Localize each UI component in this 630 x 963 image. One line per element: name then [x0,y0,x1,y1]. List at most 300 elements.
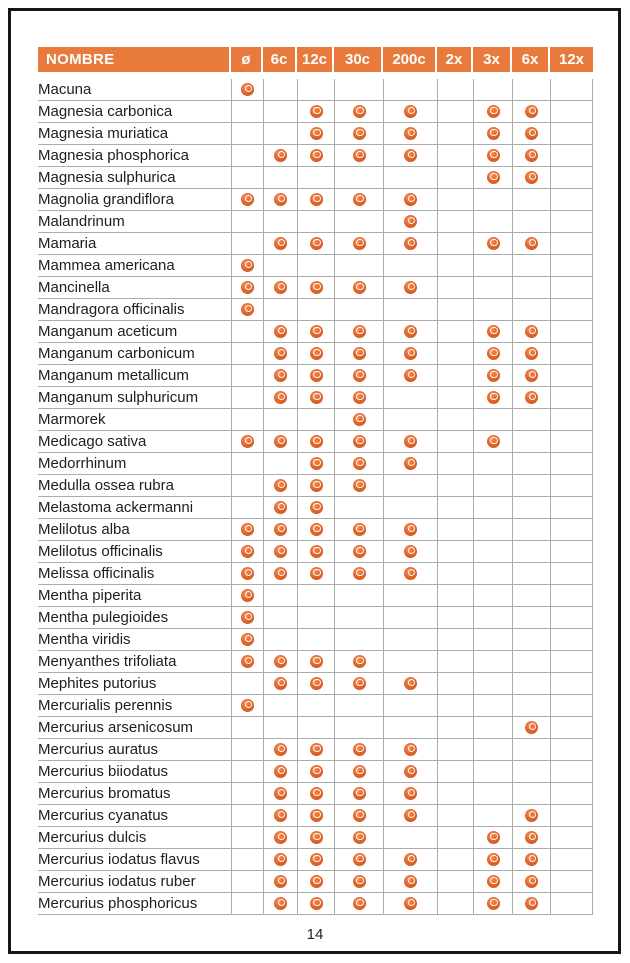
potency-cell-12x [550,101,593,122]
potency-cell-12c [297,167,334,188]
availability-dot-icon [353,105,366,118]
table-row [38,783,593,805]
availability-dot-icon [353,853,366,866]
potency-cell-12c [297,299,334,320]
availability-dot-icon [404,237,417,250]
potency-cell-30c [334,101,383,122]
table-row [38,387,593,409]
potency-cell-2x [437,871,473,892]
potency-cell-12x [550,277,593,298]
potency-cell-12x [550,233,593,254]
potency-cell-6x [512,717,550,738]
availability-dot-icon [487,127,500,140]
potency-cell-200c [383,431,437,452]
potency-cell-6c [263,475,297,496]
potency-cell-6c [263,497,297,518]
potency-cell-ø [231,475,263,496]
potency-cell-12x [550,387,593,408]
potency-cell-30c [334,651,383,672]
remedy-name: Manganum carbonicum [38,345,195,362]
potency-cell-6x [512,849,550,870]
availability-dot-icon [404,897,417,910]
potency-cell-6c [263,761,297,782]
potency-cell-12x [550,629,593,650]
remedy-name: Melilotus officinalis [38,543,163,560]
potency-cell-30c [334,189,383,210]
potency-cell-12c [297,189,334,210]
potency-cell-12x [550,167,593,188]
potency-cell-ø [231,211,263,232]
potency-cell-30c [334,79,383,100]
potency-cell-30c [334,761,383,782]
availability-dot-icon [353,523,366,536]
potency-cell-ø [231,365,263,386]
availability-dot-icon [353,347,366,360]
availability-dot-icon [274,325,287,338]
potency-cell-6x [512,387,550,408]
availability-dot-icon [525,721,538,734]
availability-dot-icon [241,193,254,206]
potency-cell-30c [334,871,383,892]
potency-cell-30c [334,145,383,166]
potency-cell-12c [297,343,334,364]
potency-cell-12x [550,827,593,848]
potency-cell-6c [263,717,297,738]
potency-cell-200c [383,409,437,430]
availability-dot-icon [274,523,287,536]
availability-dot-icon [487,369,500,382]
remedy-name: Medorrhinum [38,455,127,472]
potency-cell-6x [512,761,550,782]
table-row [38,519,593,541]
column-header-12c: 12c [297,47,334,72]
potency-cell-6c [263,123,297,144]
table-row [38,871,593,893]
potency-cell-12x [550,409,593,430]
remedy-name: Melilotus alba [38,521,130,538]
potency-cell-12x [550,255,593,276]
potency-cell-2x [437,519,473,540]
availability-dot-icon [404,105,417,118]
potency-cell-200c [383,233,437,254]
potency-cell-2x [437,233,473,254]
availability-dot-icon [487,347,500,360]
potency-cell-30c [334,739,383,760]
potency-cell-3x [473,431,512,452]
potency-cell-12c [297,871,334,892]
potency-cell-6c [263,387,297,408]
potency-cell-12x [550,805,593,826]
potency-cell-12c [297,255,334,276]
availability-dot-icon [353,391,366,404]
potency-cell-6x [512,497,550,518]
remedy-name: Magnesia phosphorica [38,147,189,164]
availability-dot-icon [353,325,366,338]
potency-cell-ø [231,783,263,804]
potency-cell-ø [231,167,263,188]
potency-cell-3x [473,739,512,760]
availability-dot-icon [404,325,417,338]
potency-cell-30c [334,541,383,562]
potency-cell-3x [473,189,512,210]
potency-cell-2x [437,79,473,100]
potency-cell-12x [550,893,593,914]
table-row [38,805,593,827]
availability-dot-icon [241,633,254,646]
potency-cell-12c [297,673,334,694]
potency-cell-3x [473,717,512,738]
potency-cell-6c [263,739,297,760]
potency-cell-6x [512,453,550,474]
potency-cell-200c [383,827,437,848]
potency-cell-6x [512,673,550,694]
table-row [38,849,593,871]
potency-cell-ø [231,761,263,782]
potency-cell-30c [334,321,383,342]
potency-cell-2x [437,123,473,144]
availability-dot-icon [404,435,417,448]
potency-cell-12x [550,299,593,320]
potency-cell-6c [263,893,297,914]
potency-cell-6x [512,629,550,650]
table-row [38,409,593,431]
availability-dot-icon [353,545,366,558]
availability-dot-icon [353,127,366,140]
potency-cell-30c [334,343,383,364]
potency-cell-ø [231,827,263,848]
availability-dot-icon [353,413,366,426]
potency-cell-6c [263,541,297,562]
availability-dot-icon [353,479,366,492]
potency-cell-ø [231,79,263,100]
availability-dot-icon [274,391,287,404]
table-row [38,321,593,343]
potency-cell-3x [473,761,512,782]
potency-cell-200c [383,321,437,342]
table-row [38,651,593,673]
potency-cell-200c [383,849,437,870]
potency-cell-2x [437,761,473,782]
potency-cell-30c [334,673,383,694]
table-row [38,893,593,915]
potency-cell-6c [263,431,297,452]
availability-dot-icon [487,875,500,888]
potency-cell-ø [231,123,263,144]
remedy-name: Magnolia grandiflora [38,191,174,208]
availability-dot-icon [353,281,366,294]
availability-dot-icon [487,105,500,118]
potency-cell-30c [334,585,383,606]
column-header-200c: 200c [383,47,437,72]
availability-dot-icon [487,237,500,250]
potency-cell-3x [473,321,512,342]
availability-dot-icon [353,567,366,580]
table-row [38,431,593,453]
availability-dot-icon [241,303,254,316]
remedy-name: Mercurius biiodatus [38,763,169,780]
availability-dot-icon [353,369,366,382]
availability-dot-icon [310,149,323,162]
availability-dot-icon [525,391,538,404]
potency-cell-12x [550,717,593,738]
table-row [38,563,593,585]
potency-table [38,47,593,915]
availability-dot-icon [310,457,323,470]
potency-cell-ø [231,739,263,760]
availability-dot-icon [404,369,417,382]
availability-dot-icon [353,765,366,778]
potency-cell-6c [263,453,297,474]
potency-cell-12c [297,805,334,826]
potency-cell-12c [297,431,334,452]
potency-cell-12c [297,101,334,122]
potency-cell-30c [334,849,383,870]
potency-cell-6x [512,233,550,254]
potency-cell-12x [550,189,593,210]
availability-dot-icon [241,435,254,448]
potency-cell-3x [473,277,512,298]
availability-dot-icon [487,149,500,162]
potency-cell-200c [383,673,437,694]
potency-cell-6c [263,629,297,650]
potency-cell-12c [297,585,334,606]
remedy-name: Mentha viridis [38,631,131,648]
availability-dot-icon [310,523,323,536]
potency-cell-6x [512,145,550,166]
availability-dot-icon [310,853,323,866]
availability-dot-icon [525,127,538,140]
potency-cell-30c [334,277,383,298]
potency-cell-30c [334,629,383,650]
potency-cell-12x [550,783,593,804]
availability-dot-icon [310,435,323,448]
availability-dot-icon [353,831,366,844]
availability-dot-icon [353,743,366,756]
potency-cell-12c [297,365,334,386]
potency-cell-3x [473,673,512,694]
potency-cell-12c [297,277,334,298]
potency-cell-6x [512,739,550,760]
potency-cell-6x [512,563,550,584]
potency-cell-30c [334,893,383,914]
table-row [38,739,593,761]
potency-cell-3x [473,651,512,672]
availability-dot-icon [274,237,287,250]
potency-cell-ø [231,387,263,408]
potency-cell-ø [231,805,263,826]
potency-cell-ø [231,585,263,606]
availability-dot-icon [353,875,366,888]
availability-dot-icon [525,369,538,382]
availability-dot-icon [404,765,417,778]
potency-cell-3x [473,387,512,408]
potency-cell-12x [550,585,593,606]
potency-cell-2x [437,739,473,760]
availability-dot-icon [525,831,538,844]
availability-dot-icon [487,435,500,448]
potency-cell-6c [263,233,297,254]
page-number: 14 [306,926,324,943]
availability-dot-icon [487,897,500,910]
potency-cell-2x [437,563,473,584]
remedy-name: Macuna [38,81,92,98]
table-row [38,167,593,189]
availability-dot-icon [310,567,323,580]
availability-dot-icon [310,875,323,888]
availability-dot-icon [487,831,500,844]
potency-cell-30c [334,453,383,474]
potency-cell-2x [437,299,473,320]
availability-dot-icon [404,853,417,866]
availability-dot-icon [274,655,287,668]
table-row [38,475,593,497]
potency-cell-200c [383,453,437,474]
potency-cell-30c [334,387,383,408]
potency-cell-200c [383,761,437,782]
availability-dot-icon [487,853,500,866]
remedy-name: Manganum sulphuricum [38,389,199,406]
potency-cell-30c [334,805,383,826]
potency-cell-200c [383,783,437,804]
potency-cell-2x [437,255,473,276]
potency-cell-12c [297,211,334,232]
potency-cell-2x [437,541,473,562]
availability-dot-icon [274,743,287,756]
table-row [38,299,593,321]
potency-cell-30c [334,299,383,320]
potency-cell-ø [231,717,263,738]
potency-cell-6c [263,211,297,232]
potency-cell-200c [383,255,437,276]
potency-cell-6c [263,827,297,848]
availability-dot-icon [310,787,323,800]
potency-cell-ø [231,343,263,364]
potency-cell-12c [297,321,334,342]
potency-cell-30c [334,123,383,144]
potency-cell-6c [263,343,297,364]
potency-cell-6c [263,321,297,342]
availability-dot-icon [241,281,254,294]
potency-cell-12x [550,607,593,628]
availability-dot-icon [274,369,287,382]
potency-cell-12c [297,629,334,650]
remedy-name: Mercurius iodatus ruber [38,873,196,890]
potency-cell-2x [437,101,473,122]
potency-cell-6x [512,783,550,804]
potency-cell-3x [473,255,512,276]
potency-cell-ø [231,849,263,870]
potency-cell-6x [512,827,550,848]
potency-cell-200c [383,387,437,408]
availability-dot-icon [404,545,417,558]
potency-cell-6x [512,321,550,342]
potency-cell-6c [263,585,297,606]
potency-cell-3x [473,343,512,364]
remedy-name: Manganum metallicum [38,367,189,384]
availability-dot-icon [353,237,366,250]
potency-cell-3x [473,805,512,826]
potency-cell-2x [437,321,473,342]
remedy-name: Mammea americana [38,257,175,274]
potency-cell-6c [263,673,297,694]
potency-cell-30c [334,519,383,540]
potency-cell-6c [263,651,297,672]
potency-cell-12x [550,123,593,144]
remedy-name: Magnesia carbonica [38,103,173,120]
potency-cell-ø [231,541,263,562]
potency-cell-12c [297,497,334,518]
potency-cell-200c [383,497,437,518]
potency-cell-3x [473,453,512,474]
potency-cell-3x [473,563,512,584]
availability-dot-icon [404,787,417,800]
availability-dot-icon [404,875,417,888]
availability-dot-icon [310,831,323,844]
potency-cell-12c [297,409,334,430]
potency-cell-2x [437,145,473,166]
potency-cell-ø [231,233,263,254]
potency-cell-ø [231,409,263,430]
potency-cell-ø [231,299,263,320]
potency-cell-ø [231,431,263,452]
potency-cell-12x [550,739,593,760]
remedy-name: Medulla ossea rubra [38,477,174,494]
potency-cell-12c [297,607,334,628]
potency-cell-6x [512,365,550,386]
potency-cell-3x [473,849,512,870]
availability-dot-icon [404,809,417,822]
availability-dot-icon [310,391,323,404]
potency-cell-30c [334,365,383,386]
potency-cell-3x [473,893,512,914]
potency-cell-ø [231,189,263,210]
column-header-30c: 30c [334,47,383,72]
availability-dot-icon [310,809,323,822]
remedy-name: Mercurius auratus [38,741,159,758]
potency-cell-30c [334,431,383,452]
potency-cell-6c [263,167,297,188]
availability-dot-icon [525,809,538,822]
column-header-nombre: NOMBRE [38,47,231,72]
availability-dot-icon [241,589,254,602]
potency-cell-6c [263,365,297,386]
availability-dot-icon [487,391,500,404]
potency-cell-ø [231,145,263,166]
potency-cell-ø [231,453,263,474]
availability-dot-icon [310,479,323,492]
potency-cell-12x [550,673,593,694]
availability-dot-icon [274,347,287,360]
potency-cell-2x [437,651,473,672]
potency-cell-6x [512,695,550,716]
availability-dot-icon [274,677,287,690]
potency-cell-200c [383,585,437,606]
potency-cell-6x [512,541,550,562]
potency-cell-6x [512,123,550,144]
availability-dot-icon [353,677,366,690]
potency-cell-6c [263,79,297,100]
potency-cell-12c [297,519,334,540]
potency-cell-6c [263,299,297,320]
table-row [38,123,593,145]
availability-dot-icon [274,435,287,448]
potency-cell-30c [334,233,383,254]
table-row [38,761,593,783]
potency-cell-3x [473,409,512,430]
potency-cell-6x [512,475,550,496]
potency-cell-2x [437,431,473,452]
potency-cell-12c [297,739,334,760]
